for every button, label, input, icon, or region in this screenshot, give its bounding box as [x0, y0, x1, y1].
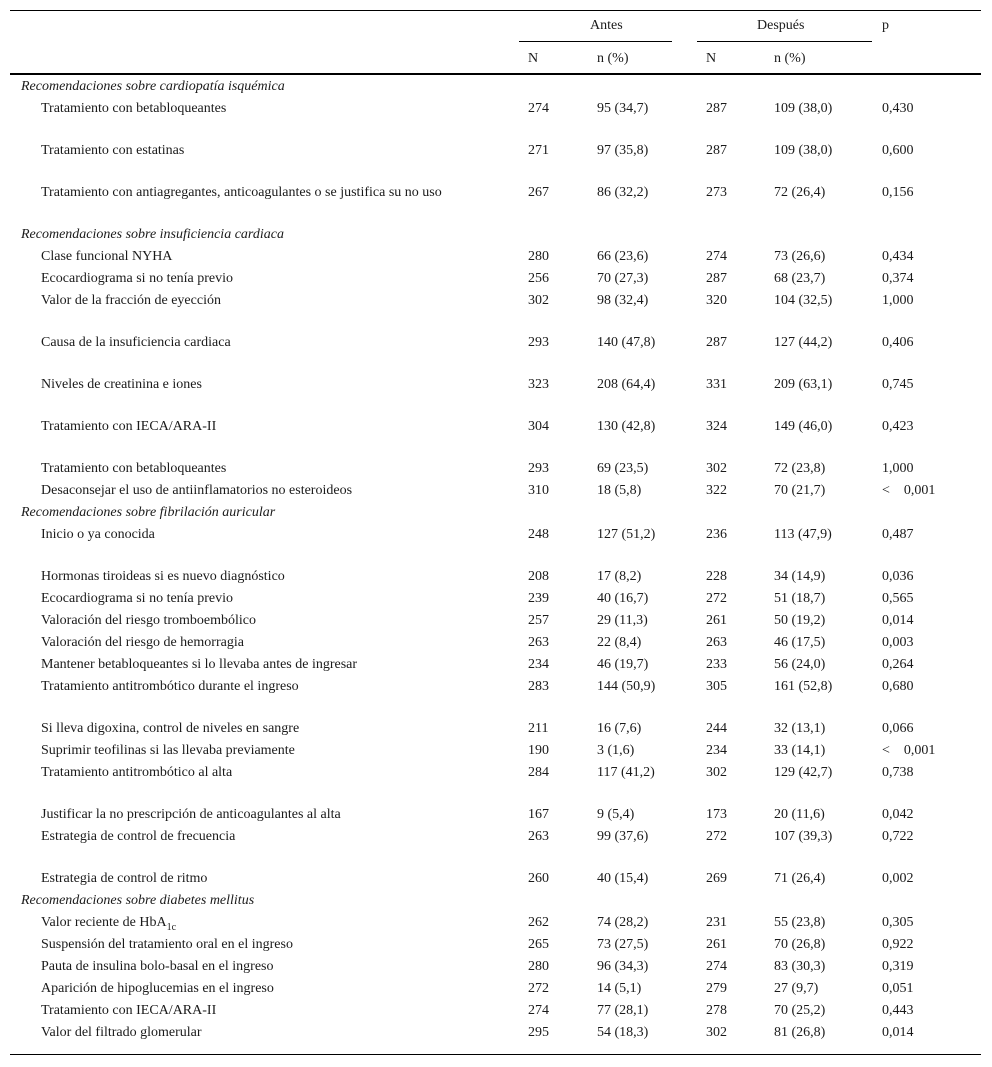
row-label: [41, 935, 481, 955]
row-label-text: Valor de la fracción de eyección: [41, 293, 221, 308]
row-label: [41, 269, 481, 289]
table-top-rule: [10, 10, 981, 11]
cell-n-before: 234: [528, 657, 549, 672]
cell-pct-before: 96 (34,3): [597, 959, 649, 974]
cell-n-after: 272: [706, 829, 727, 844]
cell-p-value: 0,374: [882, 271, 914, 286]
header-pct-antes: n (%): [597, 51, 629, 66]
cell-n-after: 302: [706, 1025, 727, 1040]
row-label: [41, 805, 481, 825]
row-label: [41, 291, 481, 311]
cell-n-after: 320: [706, 293, 727, 308]
cell-n-before: 272: [528, 981, 549, 996]
cell-n-after: 234: [706, 743, 727, 758]
table-header-rule: [10, 73, 981, 75]
cell-pct-before: 86 (32,2): [597, 185, 649, 200]
cell-n-after: 273: [706, 185, 727, 200]
section-label: Recomendaciones sobre insuficiencia cardiaca: [21, 227, 284, 242]
cell-pct-before: 117 (41,2): [597, 765, 655, 780]
cell-n-before: 302: [528, 293, 549, 308]
cell-pct-before: 14 (5,1): [597, 981, 642, 996]
section-header: [10, 76, 981, 98]
row-label: [41, 827, 481, 847]
cell-n-after: 302: [706, 461, 727, 476]
cell-pct-before: 29 (11,3): [597, 613, 648, 628]
cell-p-value: 0,922: [882, 937, 914, 952]
table-row: [10, 416, 981, 458]
cell-n-before: 248: [528, 527, 549, 542]
table-row: [10, 458, 981, 480]
cell-n-before: 323: [528, 377, 549, 392]
cell-pct-after: 104 (32,5): [774, 293, 833, 308]
cell-n-after: 228: [706, 569, 727, 584]
cell-n-before: 208: [528, 569, 549, 584]
table-row: [10, 480, 981, 502]
table-row: [10, 654, 981, 676]
section-header: [10, 890, 981, 912]
cell-n-before: 211: [528, 721, 549, 736]
table-row: [10, 374, 981, 416]
cell-pct-after: 81 (26,8): [774, 1025, 826, 1040]
row-label: [41, 719, 481, 739]
row-label-text: Niveles de creatinina e iones: [41, 377, 202, 392]
row-label-text: Valoración del riesgo tromboembólico: [41, 613, 256, 628]
cell-p-value: 0,319: [882, 959, 914, 974]
cell-pct-before: 74 (28,2): [597, 915, 649, 930]
table-row: [10, 804, 981, 826]
cell-pct-before: 70 (27,3): [597, 271, 649, 286]
table-row: [10, 98, 981, 140]
cell-pct-after: 70 (25,2): [774, 1003, 826, 1018]
cell-pct-before: 77 (28,1): [597, 1003, 649, 1018]
row-label-text: Estrategia de control de ritmo: [41, 871, 208, 886]
row-label: [41, 375, 481, 395]
cell-pct-before: 46 (19,7): [597, 657, 649, 672]
row-label: [41, 611, 481, 631]
cell-pct-before: 130 (42,8): [597, 419, 656, 434]
cell-p-value: 0,042: [882, 807, 914, 822]
cell-n-after: 287: [706, 335, 727, 350]
section-label: Recomendaciones sobre cardiopatía isquémica: [21, 79, 285, 94]
cell-n-after: 263: [706, 635, 727, 650]
cell-n-before: 274: [528, 101, 549, 116]
cell-pct-after: 55 (23,8): [774, 915, 826, 930]
row-label-text: Tratamiento con betabloqueantes: [41, 461, 227, 476]
cell-pct-before: 40 (16,7): [597, 591, 649, 606]
cell-p-value: 0,565: [882, 591, 914, 606]
row-label: [41, 589, 481, 609]
cell-pct-after: 109 (38,0): [774, 143, 833, 158]
cell-pct-after: 72 (26,4): [774, 185, 826, 200]
row-label-text: Suspensión del tratamiento oral en el ingreso: [41, 937, 293, 952]
cell-p-value: 0,722: [882, 829, 914, 844]
table-row: [10, 246, 981, 268]
cell-pct-before: 69 (23,5): [597, 461, 649, 476]
table-row: [10, 332, 981, 374]
row-label-text: Aparición de hipoglucemias en el ingreso: [41, 981, 274, 996]
section-label: Recomendaciones sobre fibrilación auricular: [21, 505, 276, 520]
cell-n-after: 287: [706, 271, 727, 286]
cell-p-value: 0,156: [882, 185, 914, 200]
cell-pct-before: 40 (15,4): [597, 871, 649, 886]
despues-group-rule: [697, 41, 872, 42]
cell-n-before: 256: [528, 271, 549, 286]
cell-p-value: 0,036: [882, 569, 914, 584]
row-label-text: Pauta de insulina bolo-basal en el ingreso: [41, 959, 274, 974]
cell-n-before: 263: [528, 635, 549, 650]
header-p: p: [882, 18, 889, 33]
cell-pct-before: 3 (1,6): [597, 743, 635, 758]
cell-p-value: < 0,001: [882, 483, 936, 498]
row-label: [41, 481, 481, 501]
cell-pct-after: 27 (9,7): [774, 981, 819, 996]
cell-p-value: 0,738: [882, 765, 914, 780]
cell-n-before: 265: [528, 937, 549, 952]
row-label: [41, 99, 481, 119]
table-row: [10, 1022, 981, 1044]
cell-pct-before: 144 (50,9): [597, 679, 656, 694]
row-label-text: Suprimir teofilinas si las llevaba previamente: [41, 743, 295, 758]
row-label-text: Hormonas tiroideas si es nuevo diagnóstico: [41, 569, 285, 584]
cell-pct-after: 73 (26,6): [774, 249, 826, 264]
section-header: [10, 502, 981, 524]
cell-pct-after: 68 (23,7): [774, 271, 826, 286]
cell-n-after: 233: [706, 657, 727, 672]
row-label: [41, 417, 481, 437]
cell-pct-after: 70 (21,7): [774, 483, 826, 498]
cell-p-value: 0,423: [882, 419, 914, 434]
cell-pct-before: 140 (47,8): [597, 335, 656, 350]
row-label-text: Tratamiento con IECA/ARA-II: [41, 1003, 217, 1018]
cell-n-after: 274: [706, 959, 727, 974]
cell-n-before: 271: [528, 143, 549, 158]
cell-p-value: 0,305: [882, 915, 914, 930]
cell-p-value: 1,000: [882, 461, 914, 476]
cell-n-after: 278: [706, 1003, 727, 1018]
row-label: [41, 957, 481, 977]
header-despues: Después: [757, 18, 805, 33]
row-label: [41, 655, 481, 675]
row-label-text: Si lleva digoxina, control de niveles en sangre: [41, 721, 300, 736]
row-label-text: Ecocardiograma si no tenía previo: [41, 591, 234, 606]
row-label-text: Estrategia de control de frecuencia: [41, 829, 236, 844]
table-row: [10, 588, 981, 610]
table-row: [10, 1000, 981, 1022]
cell-n-before: 284: [528, 765, 549, 780]
cell-pct-after: 70 (26,8): [774, 937, 826, 952]
cell-p-value: 0,406: [882, 335, 914, 350]
cell-n-before: 310: [528, 483, 549, 498]
table-row: [10, 718, 981, 740]
row-label-text: Tratamiento con betabloqueantes: [41, 101, 227, 116]
table-row: [10, 956, 981, 978]
row-label: [41, 333, 481, 353]
row-label: [41, 763, 481, 783]
row-label-subscript: 1c: [166, 921, 177, 933]
cell-pct-after: 72 (23,8): [774, 461, 826, 476]
row-label: [41, 1023, 481, 1043]
row-label-text: Tratamiento antitrombótico al alta: [41, 765, 233, 780]
cell-pct-after: 71 (26,4): [774, 871, 826, 886]
row-label-text: Tratamiento con IECA/ARA-II: [41, 419, 217, 434]
cell-n-after: 322: [706, 483, 727, 498]
row-label-text: Tratamiento antitrombótico durante el ingreso: [41, 679, 299, 694]
cell-pct-before: 17 (8,2): [597, 569, 642, 584]
row-label: [41, 459, 481, 479]
cell-n-after: 302: [706, 765, 727, 780]
cell-n-before: 280: [528, 959, 549, 974]
cell-n-after: 305: [706, 679, 727, 694]
row-label-text: Tratamiento con estatinas: [41, 143, 185, 158]
row-label-text: Causa de la insuficiencia cardiaca: [41, 335, 231, 350]
cell-p-value: 0,443: [882, 1003, 914, 1018]
row-label-text: Inicio o ya conocida: [41, 527, 155, 542]
row-label-text: Valoración del riesgo de hemorragia: [41, 635, 244, 650]
cell-n-before: 239: [528, 591, 549, 606]
cell-n-before: 167: [528, 807, 549, 822]
row-label: [41, 677, 481, 697]
row-label: [41, 1001, 481, 1021]
header-pct-despues: n (%): [774, 51, 806, 66]
table-bottom-rule: [10, 1054, 981, 1055]
cell-n-after: 324: [706, 419, 727, 434]
cell-n-after: 236: [706, 527, 727, 542]
cell-pct-after: 20 (11,6): [774, 807, 825, 822]
table-row: [10, 140, 981, 182]
cell-n-before: 274: [528, 1003, 549, 1018]
cell-pct-after: 83 (30,3): [774, 959, 826, 974]
section-label: Recomendaciones sobre diabetes mellitus: [21, 893, 255, 908]
row-label-text: Valor del filtrado glomerular: [41, 1025, 202, 1040]
cell-n-after: 279: [706, 981, 727, 996]
cell-p-value: 0,487: [882, 527, 914, 542]
cell-pct-before: 73 (27,5): [597, 937, 649, 952]
cell-n-after: 272: [706, 591, 727, 606]
table-row: [10, 826, 981, 868]
table-row: [10, 868, 981, 890]
cell-n-after: 261: [706, 613, 727, 628]
row-label-text: Valor reciente de HbA: [41, 915, 167, 930]
cell-n-after: 287: [706, 101, 727, 116]
table-row: [10, 182, 981, 224]
cell-n-after: 173: [706, 807, 727, 822]
cell-pct-after: 129 (42,7): [774, 765, 833, 780]
cell-p-value: 0,600: [882, 143, 914, 158]
row-label: [21, 183, 481, 203]
row-label-text: Tratamiento con antiagregantes, anticoagulantes o se justifica su no uso: [41, 185, 442, 200]
cell-pct-after: 51 (18,7): [774, 591, 826, 606]
cell-pct-after: 34 (14,9): [774, 569, 826, 584]
cell-pct-after: 127 (44,2): [774, 335, 833, 350]
cell-p-value: 0,002: [882, 871, 914, 886]
table-row: [10, 610, 981, 632]
cell-n-before: 280: [528, 249, 549, 264]
cell-n-before: 283: [528, 679, 549, 694]
table-row: [10, 740, 981, 762]
cell-pct-before: 208 (64,4): [597, 377, 656, 392]
cell-n-after: 244: [706, 721, 727, 736]
cell-pct-before: 18 (5,8): [597, 483, 642, 498]
cell-p-value: 0,014: [882, 613, 914, 628]
row-label-text: Justificar la no prescripción de anticoagulantes al alta: [41, 807, 341, 822]
row-label-text: Ecocardiograma si no tenía previo: [41, 271, 234, 286]
table-row: [10, 934, 981, 956]
cell-p-value: 0,430: [882, 101, 914, 116]
cell-p-value: 0,051: [882, 981, 914, 996]
cell-pct-after: 56 (24,0): [774, 657, 826, 672]
cell-p-value: 0,745: [882, 377, 914, 392]
row-label: [41, 525, 481, 545]
table-row: [10, 978, 981, 1000]
row-label: [41, 979, 481, 999]
row-label: [41, 247, 481, 267]
cell-n-before: 293: [528, 335, 549, 350]
cell-p-value: 0,003: [882, 635, 914, 650]
cell-n-after: 269: [706, 871, 727, 886]
cell-pct-before: 99 (37,6): [597, 829, 649, 844]
cell-n-before: 190: [528, 743, 549, 758]
table-row: [10, 290, 981, 332]
row-label: [41, 141, 481, 161]
table-row: [10, 632, 981, 654]
header-n-despues: N: [706, 51, 717, 66]
header-antes: Antes: [590, 18, 623, 33]
antes-group-rule: [519, 41, 672, 42]
cell-pct-before: 66 (23,6): [597, 249, 649, 264]
cell-n-before: 262: [528, 915, 549, 930]
cell-p-value: 0,014: [882, 1025, 914, 1040]
cell-pct-before: 9 (5,4): [597, 807, 635, 822]
row-label-text: Clase funcional NYHA: [41, 249, 173, 264]
cell-n-before: 304: [528, 419, 549, 434]
cell-n-before: 263: [528, 829, 549, 844]
cell-p-value: 1,000: [882, 293, 914, 308]
cell-n-after: 231: [706, 915, 727, 930]
row-label-text: Desaconsejar el uso de antiinflamatorios no esteroideos: [41, 483, 353, 498]
cell-p-value: < 0,001: [882, 743, 936, 758]
cell-n-before: 293: [528, 461, 549, 476]
cell-pct-after: 209 (63,1): [774, 377, 833, 392]
table-row: [10, 524, 981, 566]
row-label: [41, 633, 481, 653]
cell-n-after: 274: [706, 249, 727, 264]
table-row: [10, 912, 981, 934]
cell-n-after: 331: [706, 377, 727, 392]
cell-pct-before: 98 (32,4): [597, 293, 649, 308]
table-row: [10, 268, 981, 290]
cell-pct-before: 22 (8,4): [597, 635, 642, 650]
table-body: [10, 76, 981, 1044]
row-label: [41, 567, 481, 587]
cell-pct-before: 54 (18,3): [597, 1025, 649, 1040]
cell-n-after: 261: [706, 937, 727, 952]
cell-pct-before: 97 (35,8): [597, 143, 649, 158]
cell-pct-after: 46 (17,5): [774, 635, 826, 650]
row-label-text: Mantener betabloqueantes si lo llevaba antes de ingresar: [41, 657, 358, 672]
cell-p-value: 0,066: [882, 721, 914, 736]
cell-n-before: 257: [528, 613, 549, 628]
cell-n-before: 267: [528, 185, 549, 200]
cell-p-value: 0,434: [882, 249, 914, 264]
cell-pct-after: 161 (52,8): [774, 679, 833, 694]
section-header: [10, 224, 981, 246]
cell-pct-after: 32 (13,1): [774, 721, 826, 736]
cell-pct-after: 107 (39,3): [774, 829, 833, 844]
cell-p-value: 0,680: [882, 679, 914, 694]
cell-pct-after: 109 (38,0): [774, 101, 833, 116]
row-label: [41, 869, 481, 889]
cell-n-before: 260: [528, 871, 549, 886]
cell-pct-after: 113 (47,9): [774, 527, 832, 542]
table-row: [10, 676, 981, 718]
cell-pct-before: 127 (51,2): [597, 527, 656, 542]
cell-pct-after: 33 (14,1): [774, 743, 826, 758]
table-row: [10, 566, 981, 588]
cell-n-after: 287: [706, 143, 727, 158]
cell-n-before: 295: [528, 1025, 549, 1040]
cell-p-value: 0,264: [882, 657, 914, 672]
table-row: [10, 762, 981, 804]
cell-pct-after: 149 (46,0): [774, 419, 833, 434]
row-label: [41, 741, 481, 761]
header-n-antes: N: [528, 51, 539, 66]
cell-pct-before: 16 (7,6): [597, 721, 642, 736]
cell-pct-before: 95 (34,7): [597, 101, 649, 116]
cell-pct-after: 50 (19,2): [774, 613, 826, 628]
